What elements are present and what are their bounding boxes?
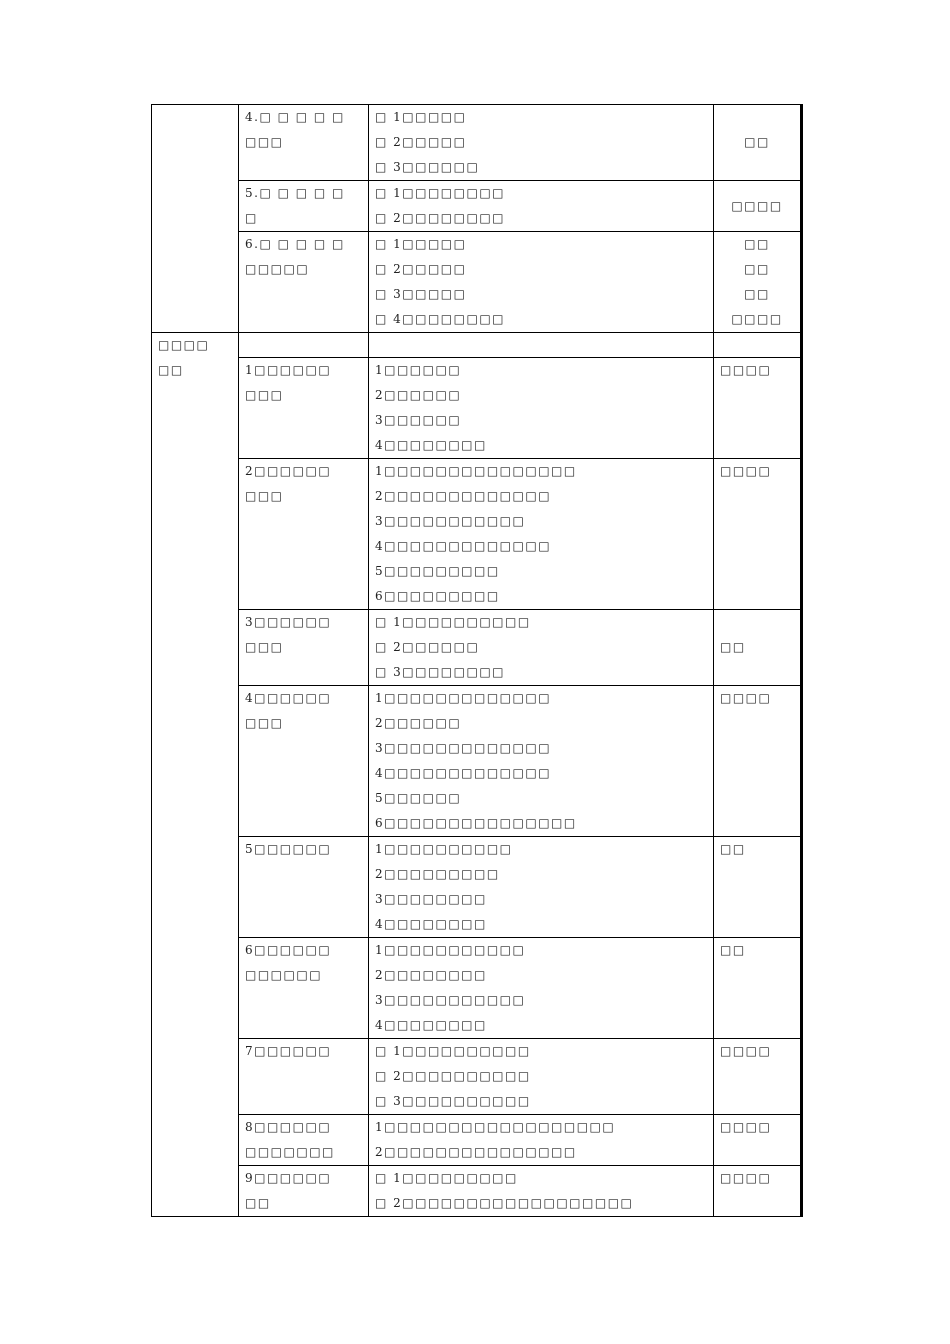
detail-line: 4□□□□□□□□□□□□□ (375, 766, 552, 780)
table-row (152, 232, 802, 333)
table-row (152, 1039, 802, 1115)
detail-line: 4□□□□□□□□□□□□□ (375, 539, 552, 553)
item-cell (239, 232, 369, 333)
item-label-line: □□□□□□□ (245, 1145, 335, 1159)
table-row (152, 181, 802, 232)
item-label-line: □□□ (245, 489, 284, 503)
table-row (152, 686, 802, 837)
score-cell (714, 1039, 802, 1115)
item-label-line: 4□□□□□□ (245, 691, 332, 705)
detail-line: □ 2□□□□□□ (375, 640, 480, 654)
item-cell (239, 1166, 369, 1217)
item-label-line: 1□□□□□□ (245, 363, 332, 377)
detail-line: 1□□□□□□□□□□□□□□□ (375, 464, 577, 478)
score-cell (714, 610, 802, 686)
detail-line: 3□□□□□□□□□□□ (375, 993, 526, 1007)
table-row (152, 938, 802, 1039)
score-line: □□□□ (731, 312, 783, 326)
detail-line: □ 1□□□□□□□□ (375, 186, 505, 200)
table-row (152, 837, 802, 938)
detail-line: □ 2□□□□□□□□ (375, 211, 505, 225)
score-cell (714, 181, 802, 232)
detail-line: □ 3□□□□□ (375, 287, 467, 301)
item-cell (239, 105, 369, 181)
detail-line: 2□□□□□□□□□□□□□□□ (375, 1145, 577, 1159)
details-cell (369, 610, 714, 686)
item-label-line: □□ (245, 1196, 271, 1210)
table-row (152, 610, 802, 686)
score-cell (714, 333, 802, 358)
score-cell (714, 105, 802, 181)
item-label-line: □□□ (245, 388, 284, 402)
item-label-line: 4.□ □ □ □ □ (245, 110, 345, 124)
table-row (152, 1115, 802, 1166)
item-label-line: 3□□□□□□ (245, 615, 332, 629)
score-cell (714, 358, 802, 459)
item-cell (239, 610, 369, 686)
detail-line: 2□□□□□□□□□ (375, 867, 500, 881)
table-body (152, 105, 802, 1217)
score-line: □□□□ (720, 1044, 772, 1058)
score-line: □□ (720, 943, 746, 957)
detail-line: □ 1□□□□□□□□□□ (375, 1044, 531, 1058)
detail-line: 6□□□□□□□□□□□□□□□ (375, 816, 577, 830)
detail-line: □ 2□□□□□□□□□□□□□□□□□□ (375, 1196, 634, 1210)
score-line: □□□□ (720, 691, 772, 705)
detail-line: □ 3□□□□□□ (375, 160, 480, 174)
score-line: □□ (720, 842, 746, 856)
table-row (152, 358, 802, 459)
detail-line: □ 3□□□□□□□□□□ (375, 1094, 531, 1108)
score-line: □□□□ (720, 363, 772, 377)
item-label-line: □□□ (245, 135, 284, 149)
detail-line: 5□□□□□□□□□ (375, 564, 500, 578)
score-cell (714, 837, 802, 938)
item-label-line: □ (245, 211, 258, 225)
detail-line: 5□□□□□□ (375, 791, 462, 805)
score-cell (714, 686, 802, 837)
item-label-line: □□□ (245, 640, 284, 654)
item-label-line: □□□ (245, 716, 284, 730)
details-cell (369, 1115, 714, 1166)
section-cell (152, 333, 239, 1217)
detail-line: 1□□□□□□□□□□□□□ (375, 691, 552, 705)
detail-line: 1□□□□□□□□□□□ (375, 943, 526, 957)
detail-line: □ 2□□□□□□□□□□ (375, 1069, 531, 1083)
score-line: □□□□ (720, 1171, 772, 1185)
detail-line: 4□□□□□□□□ (375, 917, 487, 931)
detail-line: □ 1□□□□□□□□□ (375, 1171, 518, 1185)
detail-line: 1□□□□□□ (375, 363, 462, 377)
detail-line: 2□□□□□□ (375, 716, 462, 730)
detail-line: 3□□□□□□ (375, 413, 462, 427)
score-line: □□ (720, 640, 746, 654)
detail-line: 3□□□□□□□□□□□ (375, 514, 526, 528)
document-table (151, 104, 803, 1217)
detail-line: □ 3□□□□□□□□ (375, 665, 505, 679)
detail-line: □ 2□□□□□ (375, 135, 467, 149)
detail-line: 3□□□□□□□□□□□□□ (375, 741, 552, 755)
item-label-line: 9□□□□□□ (245, 1171, 332, 1185)
table-row (152, 459, 802, 610)
item-label-line: □□□□□□ (245, 968, 323, 982)
item-label-line: 6.□ □ □ □ □ (245, 237, 345, 251)
item-label-line: 6□□□□□□ (245, 943, 332, 957)
table-row (152, 333, 802, 358)
details-cell (369, 837, 714, 938)
score-cell (714, 1166, 802, 1217)
detail-line: 2□□□□□□□□□□□□□ (375, 489, 552, 503)
score-line: □□□□ (720, 464, 772, 478)
detail-line: 6□□□□□□□□□ (375, 589, 500, 603)
score-line: □□□□ (731, 198, 783, 213)
item-cell (239, 181, 369, 232)
item-label-line: 8□□□□□□ (245, 1120, 332, 1134)
item-cell (239, 686, 369, 837)
details-cell (369, 181, 714, 232)
details-cell (369, 1166, 714, 1217)
detail-line: □ 1□□□□□ (375, 237, 467, 251)
details-cell (369, 1039, 714, 1115)
detail-line: 2□□□□□□□□ (375, 968, 487, 982)
details-cell (369, 686, 714, 837)
details-cell (369, 105, 714, 181)
details-cell (369, 938, 714, 1039)
item-cell (239, 459, 369, 610)
score-cell (714, 1115, 802, 1166)
detail-line: □ 1□□□□□□□□□□ (375, 615, 531, 629)
item-label-line: 5□□□□□□ (245, 842, 332, 856)
item-cell (239, 1115, 369, 1166)
detail-line: 3□□□□□□□□ (375, 892, 487, 906)
score-line: □□ (744, 262, 770, 276)
detail-line: □ 4□□□□□□□□ (375, 312, 505, 326)
details-cell (369, 232, 714, 333)
details-cell (369, 358, 714, 459)
section-label-line: □□ (158, 363, 184, 377)
section-cell (152, 105, 239, 333)
item-cell (239, 1039, 369, 1115)
item-label-line: □□□□□ (245, 262, 310, 276)
table-row (152, 1166, 802, 1217)
item-cell (239, 333, 369, 358)
score-line: □□□□ (720, 1120, 772, 1134)
score-cell (714, 938, 802, 1039)
detail-line: 1□□□□□□□□□□□□□□□□□□ (375, 1120, 616, 1134)
item-cell (239, 837, 369, 938)
section-label-line: □□□□ (158, 338, 210, 352)
detail-line: 4□□□□□□□□ (375, 1018, 487, 1032)
detail-line: 2□□□□□□ (375, 388, 462, 402)
item-label-line: 2□□□□□□ (245, 464, 332, 478)
details-cell (369, 459, 714, 610)
score-line: □□ (744, 287, 770, 301)
score-line: □□ (744, 135, 770, 149)
score-line: □□ (744, 237, 770, 251)
detail-line: 4□□□□□□□□ (375, 438, 487, 452)
item-label-line: 5.□ □ □ □ □ (245, 186, 345, 200)
details-cell (369, 333, 714, 358)
detail-line: □ 1□□□□□ (375, 110, 467, 124)
item-cell (239, 358, 369, 459)
item-cell (239, 938, 369, 1039)
score-cell (714, 232, 802, 333)
score-cell (714, 459, 802, 610)
detail-line: □ 2□□□□□ (375, 262, 467, 276)
item-label-line: 7□□□□□□ (245, 1044, 332, 1058)
table-row (152, 105, 802, 181)
detail-line: 1□□□□□□□□□□ (375, 842, 513, 856)
